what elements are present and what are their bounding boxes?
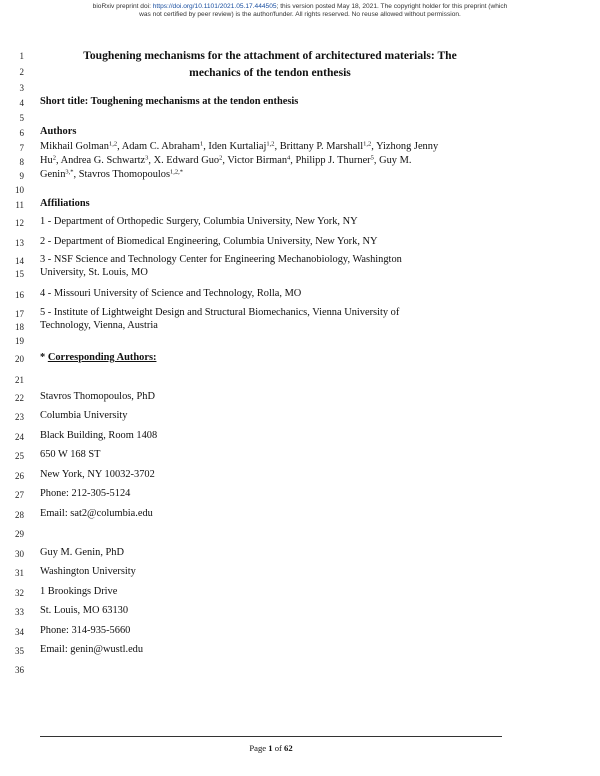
- author: Mikhail Golman$^{1,2}$,: [40, 140, 122, 152]
- line-number: 22: [15, 393, 24, 403]
- affiliation-item: 3 - NSF Science and Technology Center for Engineering Mechanobiology, Washington: [40, 254, 402, 265]
- line-number: 36: [15, 665, 24, 675]
- line-number: 21: [15, 375, 24, 385]
- affiliation-item: 4 - Missouri University of Science and Technology, Rolla, MO: [40, 288, 302, 299]
- line-number: 35: [15, 646, 24, 656]
- authors-line-1: [40, 141, 438, 152]
- author: X. Edward Guo$^2$,: [153, 154, 228, 166]
- contact-email[interactable]: Email: sat2@columbia.edu: [40, 508, 153, 519]
- line-number: 2: [19, 67, 24, 77]
- line-number: 3: [19, 83, 24, 93]
- contact-line: Columbia University: [40, 410, 128, 421]
- contact-email[interactable]: Email: genin@wustl.edu: [40, 644, 144, 655]
- line-number: 4: [19, 98, 24, 108]
- short-title: Short title: Toughening mechanisms at the tendon enthesis: [40, 96, 299, 107]
- author: Victor Birman$^4$,: [227, 154, 296, 166]
- contact-line: 1 Brookings Drive: [40, 586, 118, 597]
- line-number: 14: [15, 256, 24, 266]
- line-number: 29: [15, 529, 24, 539]
- line-number: 6: [19, 128, 24, 138]
- line-number: 15: [15, 269, 24, 279]
- authors-heading: Authors: [40, 126, 77, 137]
- paper-title-line-2: mechanics of the tendon enthesis: [189, 66, 351, 79]
- author: Guy M.: [379, 155, 412, 166]
- affiliations-heading: Affiliations: [40, 198, 90, 209]
- authors-line-3: [40, 169, 183, 180]
- contact-line: Stavros Thomopoulos, PhD: [40, 391, 155, 402]
- line-number: 7: [19, 143, 24, 153]
- line-number: 12: [15, 218, 24, 228]
- author: Genin$^{3,*}$,: [40, 168, 79, 180]
- line-number: 10: [15, 185, 24, 195]
- line-number: 1: [19, 51, 24, 61]
- contact-line: Black Building, Room 1408: [40, 430, 158, 441]
- footer-divider: [40, 736, 502, 737]
- contact-line: 650 W 168 ST: [40, 449, 101, 460]
- contact-line: Phone: 212-305-5124: [40, 488, 131, 499]
- affiliation-item: 5 - Institute of Lightweight Design and Structural Biomechanics, Vienna University of: [40, 307, 400, 318]
- preprint-banner: [60, 3, 540, 19]
- doi-link[interactable]: https://doi.org/10.1101/2021.05.17.444505: [152, 3, 277, 10]
- line-number: 30: [15, 549, 24, 559]
- affiliation-item: University, St. Louis, MO: [40, 267, 148, 278]
- author: Yizhong Jenny: [376, 141, 439, 152]
- affiliation-item: 2 - Department of Biomedical Engineering, Columbia University, New York, NY: [40, 236, 378, 247]
- contact-line: New York, NY 10032-3702: [40, 469, 155, 480]
- corresponding-heading: * Corresponding Authors:: [40, 352, 157, 363]
- banner-line-2: was not certified by peer review) is the author/funder. All rights reserved. No reuse allowed without permission.: [139, 11, 461, 18]
- line-number: 18: [15, 322, 24, 332]
- line-number: 20: [15, 354, 24, 364]
- contact-line: St. Louis, MO 63130: [40, 605, 129, 616]
- affiliation-item: Technology, Vienna, Austria: [40, 320, 158, 331]
- contact-line: Guy M. Genin, PhD: [40, 547, 124, 558]
- line-number: 25: [15, 451, 24, 461]
- line-number: 32: [15, 588, 24, 598]
- line-number: 16: [15, 290, 24, 300]
- author: Andrea G. Schwartz$^3$,: [60, 154, 154, 166]
- line-number: 19: [15, 336, 24, 346]
- affiliation-item: 1 - Department of Orthopedic Surgery, Columbia University, New York, NY: [40, 216, 358, 227]
- line-number: 11: [15, 200, 24, 210]
- line-number: 23: [15, 412, 24, 422]
- line-number: 27: [15, 490, 24, 500]
- author: Hu$^2$,: [40, 154, 61, 166]
- author: Brittany P. Marshall$^{1,2}$,: [279, 140, 377, 152]
- line-number: 26: [15, 471, 24, 481]
- paper-title-line-1: Toughening mechanisms for the attachment of architectured materials: The: [83, 49, 457, 62]
- line-number: 9: [19, 171, 24, 181]
- author: Adam C. Abraham$^1$,: [121, 140, 209, 152]
- author: Philipp J. Thurner$^5$,: [295, 154, 380, 166]
- author: Iden Kurtaliaj$^{1,2}$,: [208, 140, 280, 152]
- line-number: 33: [15, 607, 24, 617]
- author: Stavros Thomopoulos$^{1,2,*}$: [78, 168, 184, 180]
- line-number: 34: [15, 627, 24, 637]
- contact-line: Phone: 314-935-5660: [40, 625, 131, 636]
- line-number: 24: [15, 432, 24, 442]
- line-number: 31: [15, 568, 24, 578]
- line-number: 13: [15, 238, 24, 248]
- banner-line-1: bioRxiv preprint doi: https://doi.org/10.1101/2021.05.17.444505; this version posted May 18, 2021. The copyright holder for this preprint (which: [92, 3, 508, 10]
- authors-line-2: [40, 155, 411, 166]
- line-number: 17: [15, 309, 24, 319]
- page-footer: Page 1 of 62: [249, 743, 293, 753]
- line-number: 5: [19, 113, 24, 123]
- line-number: 8: [19, 157, 24, 167]
- contact-line: Washington University: [40, 566, 136, 577]
- line-number: 28: [15, 510, 24, 520]
